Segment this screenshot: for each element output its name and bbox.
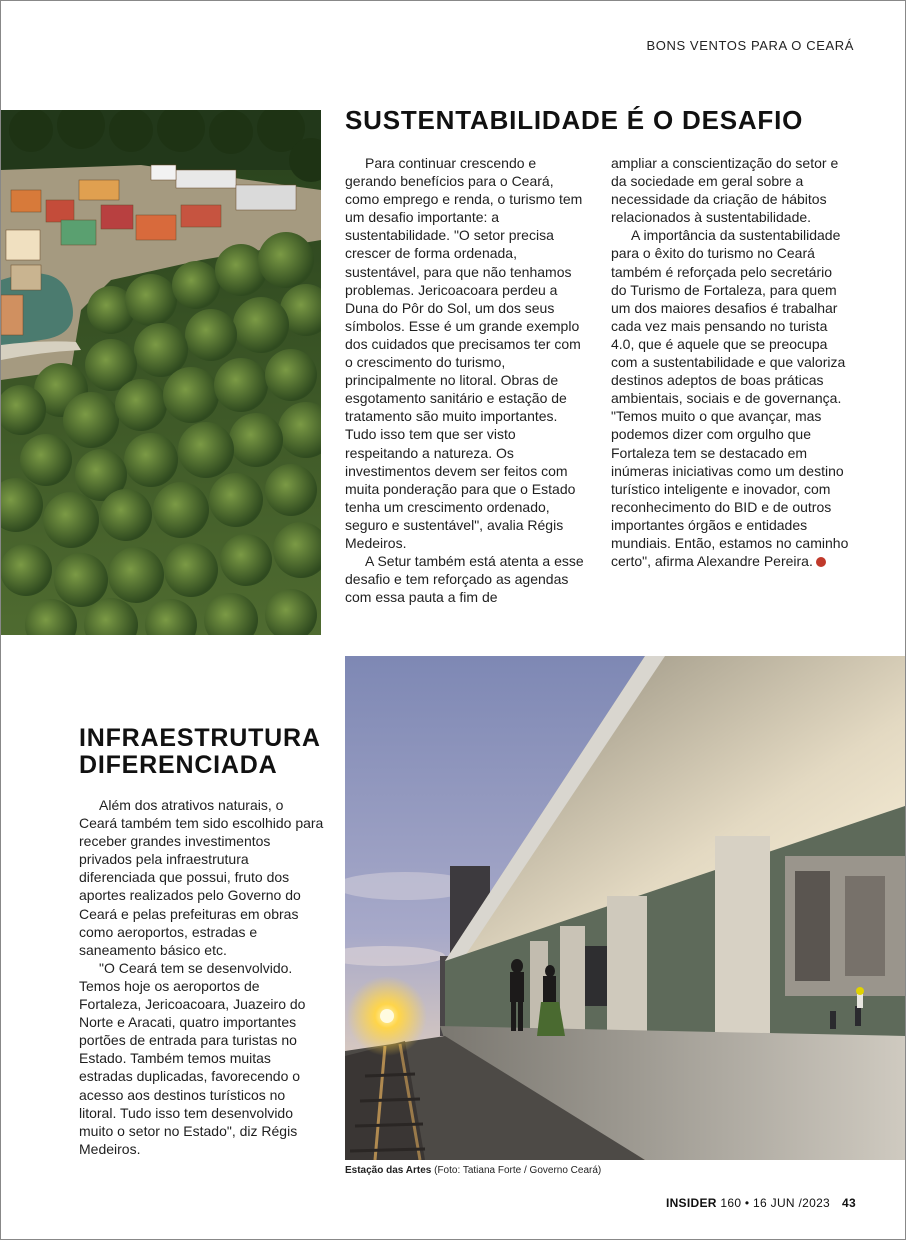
paragraph: A Setur também está atenta a esse desafio e tem reforçado as agendas com essa pauta a fim de	[345, 553, 584, 606]
magazine-name: INSIDER	[665, 1196, 717, 1210]
page-footer	[666, 1196, 856, 1210]
title-line-1: INFRAESTRUTURA	[79, 724, 321, 752]
article-column-1	[345, 154, 587, 606]
estacao-das-artes-photo	[345, 656, 905, 1160]
section-title-infraestrutura	[79, 725, 321, 779]
article-column-3	[79, 796, 324, 1158]
section-title-sustentabilidade: SUSTENTABILIDADE É O DESAFIO	[345, 105, 804, 135]
article-column-2	[611, 154, 851, 570]
photo-caption	[345, 1165, 601, 1176]
paragraph: Para continuar crescendo e gerando benefícios para o Ceará, como emprego e renda, o turismo tem um desafio importante: a sustentabilidade. "O setor precisa crescer de forma ordenada, sustentável, para que não tenhamos problemas. Jericoacoara perdeu a Duna do Pôr do Sol, um dos seus símbolos. Esse é um grande exemplo dos cuidados que precisamos ter com o crescimento do turismo, principalmente no litoral. Obras de esgotamento sanitário e estação de tratamento são muito importantes. Tudo isso tem que ser visto respeitando a natureza. Os investimentos devem ser feitos com muita ponderação para que o Estado tenha um crescimento ordenado, seguro e sustentável", avalia Régis Medeiros.	[345, 155, 583, 551]
end-of-article-icon: ✕	[816, 557, 826, 567]
paragraph: Além dos atrativos naturais, o Ceará também tem sido escolhido para receber grandes investimentos privados pela infraestrutura diferenciada que possui, fruto dos aportes realizados pelo Governo do Ceará e pelas prefeituras em obras como aeroportos, estradas e saneamento básico etc.	[79, 797, 324, 958]
paragraph-text: A importância da sustentabilidade para o êxito do turismo no Ceará também é reforçada pelo secretário do Turismo de Fortaleza, para quem um dos maiores desafios é trabalhar cada vez mais pensando no turista 4.0, que é aquele que se preocupa com a sustentabilidade e que valoriza destinos adeptos de boas práticas ambientais, sociais e de governança. "Temos muito o que avançar, mas podemos dizer com orgulho que Fortaleza tem se destacado em inúmeras iniciativas como um destino turístico inteligente e inovador, com reconhecimento do BID e de outros importantes órgãos e entidades mundiais. Então, estamos no caminho certo", afirma Alexandre Pereira.	[611, 227, 849, 570]
paragraph	[611, 226, 851, 570]
title-line-2: DIFERENCIADA	[79, 751, 278, 779]
running-head: BONS VENTOS PARA O CEARÁ	[646, 38, 854, 53]
aerial-village-photo	[1, 110, 321, 635]
caption-credit: (Foto: Tatiana Forte / Governo Ceará)	[431, 1165, 602, 1176]
issue-info: 160 • 16 JUN /2023	[716, 1196, 831, 1210]
paragraph: "O Ceará tem se desenvolvido. Temos hoje os aeroportos de Fortaleza, Jericoacoara, Juazeiro do Norte e Aracati, quatro importantes portões de entrada para turistas no Estado. Também temos muitas estradas duplicadas, favorecendo o acesso aos destinos turísticos no litoral. Tudo isso tem desenvolvido muito o setor no Estado", diz Régis Medeiros.	[79, 959, 306, 1157]
paragraph-continuation: ampliar a conscientização do setor e da sociedade em geral sobre a necessidade da criação de hábitos relacionados à sustentabilidade.	[611, 155, 839, 226]
page-number: 43	[842, 1196, 856, 1210]
caption-title: Estação das Artes	[345, 1165, 432, 1176]
